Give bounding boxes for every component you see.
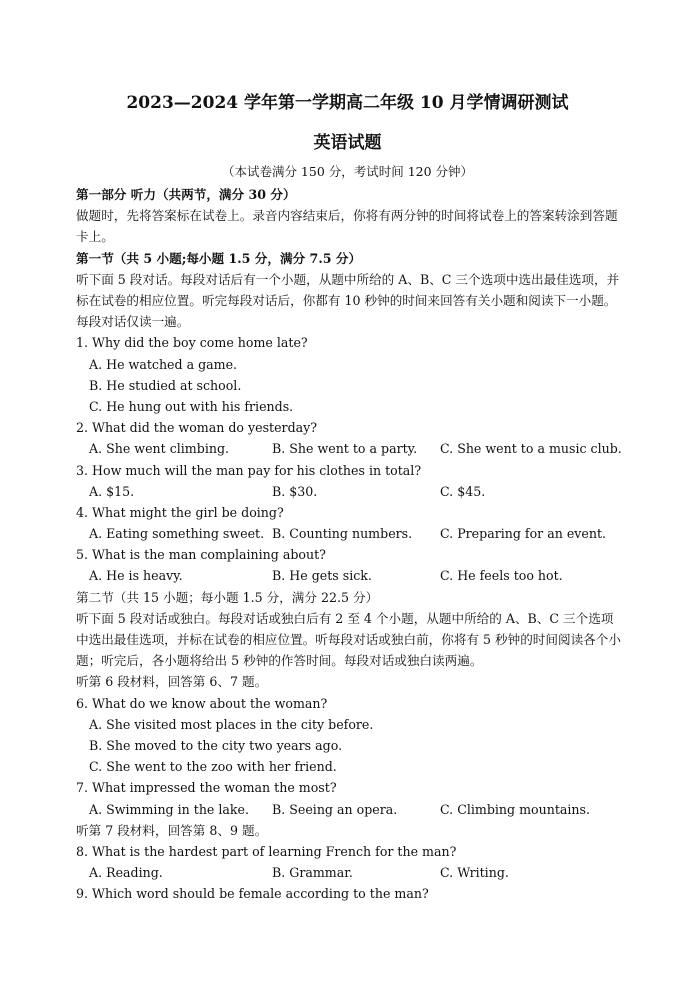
question-1-option-a: A. He watched a game. bbox=[89, 356, 238, 372]
question-8-option-c: C. Writing. bbox=[440, 865, 509, 881]
question-9-stem: 9. Which word should be female according to the man? bbox=[76, 886, 429, 902]
material-7-heading: 听第 7 段材料，回答第 8、9 题。 bbox=[76, 822, 268, 838]
question-5-option-a: A. He is heavy. bbox=[89, 568, 183, 584]
section1-heading: 第一节（共 5 小题;每小题 1.5 分，满分 7.5 分） bbox=[76, 250, 362, 266]
question-3-options bbox=[76, 481, 624, 502]
section1-intro: 听下面 5 段对话。每段对话后有一个小题，从题中所给的 A、B、C 三个选项中选出最佳选项，并标在试卷的相应位置。听完每段对话后，你都有 10 秒钟的时间来回答有关小题和阅读下一小题。每段对话仅读一遍。 bbox=[76, 271, 620, 330]
exam-title: 2023—2024 学年第一学期高二年级 10 月学情调研测试 bbox=[126, 93, 569, 113]
question-2-option-b: B. She went to a party. bbox=[272, 441, 418, 457]
question-6-option-a: A. She visited most places in the city before. bbox=[89, 716, 374, 732]
section2-intro: 听下面 5 段对话或独白。每段对话或独白后有 2 至 4 个小题，从题中所给的 A、B、C 三个选项中选出最佳选项，并标在试卷的相应位置。听每段对话或独白前，你将有 5 秒钟的时间阅读各个小题；听完后，各小题将给出 5 秒钟的作答时间。每段对话或独白读两遍。 bbox=[76, 610, 621, 669]
question-6-option-b: B. She moved to the city two years ago. bbox=[89, 738, 343, 753]
question-7-option-c: C. Climbing mountains. bbox=[440, 801, 591, 817]
question-4-option-c: C. Preparing for an event. bbox=[440, 526, 607, 542]
question-2-options bbox=[76, 438, 624, 459]
section2-heading: 第二节（共 15 小题；每小题 1.5 分，满分 22.5 分） bbox=[76, 589, 379, 605]
question-5-option-b: B. He gets sick. bbox=[272, 568, 372, 584]
question-4-option-a: A. Eating something sweet. bbox=[89, 526, 265, 542]
part1-heading: 第一部分 听力（共两节，满分 30 分） bbox=[76, 187, 296, 202]
question-1-stem: 1. Why did the boy come home late? bbox=[76, 335, 308, 351]
question-3-option-b: B. $30. bbox=[272, 483, 318, 499]
question-7-option-b: B. Seeing an opera. bbox=[272, 801, 398, 817]
question-5-stem: 5. What is the man complaining about? bbox=[76, 547, 326, 563]
question-7-options bbox=[76, 799, 624, 820]
exam-subtitle: 英语试题 bbox=[313, 133, 382, 153]
exam-body bbox=[76, 184, 624, 905]
question-4-option-b: B. Counting numbers. bbox=[272, 526, 413, 542]
question-2-stem: 2. What did the woman do yesterday? bbox=[76, 420, 318, 436]
question-7-stem: 7. What impressed the woman the most? bbox=[76, 780, 337, 796]
question-8-stem: 8. What is the hardest part of learning French for the man? bbox=[76, 843, 457, 859]
question-5-options bbox=[76, 565, 624, 586]
question-6-option-c: C. She went to the zoo with her friend. bbox=[89, 759, 337, 775]
part1-intro: 做题时，先将答案标在试卷上。录音内容结束后，你将有两分钟的时间将试卷上的答案转涂到答题卡上。 bbox=[76, 208, 618, 245]
question-2-option-c: C. She went to a music club. bbox=[440, 441, 622, 457]
question-8-options bbox=[76, 862, 624, 883]
question-8-option-a: A. Reading. bbox=[89, 865, 163, 881]
question-5-option-c: C. He feels too hot. bbox=[440, 568, 563, 584]
question-3-option-c: C. $45. bbox=[440, 483, 486, 499]
exam-note: （本试卷满分 150 分，考试时间 120 分钟） bbox=[221, 164, 474, 179]
question-3-stem: 3. How much will the man pay for his clothes in total? bbox=[76, 462, 422, 478]
question-8-option-b: B. Grammar. bbox=[272, 865, 353, 881]
question-6-stem: 6. What do we know about the woman? bbox=[76, 695, 328, 711]
question-7-option-a: A. Swimming in the lake. bbox=[89, 801, 250, 817]
question-3-option-a: A. $15. bbox=[89, 483, 135, 499]
question-4-stem: 4. What might the girl be doing? bbox=[76, 504, 284, 520]
question-1-option-c: C. He hung out with his friends. bbox=[89, 398, 294, 414]
question-2-option-a: A. She went climbing. bbox=[89, 441, 230, 457]
material-6-heading: 听第 6 段材料，回答第 6、7 题。 bbox=[76, 674, 268, 690]
question-1-option-b: B. He studied at school. bbox=[89, 377, 242, 393]
question-4-options bbox=[76, 523, 624, 544]
